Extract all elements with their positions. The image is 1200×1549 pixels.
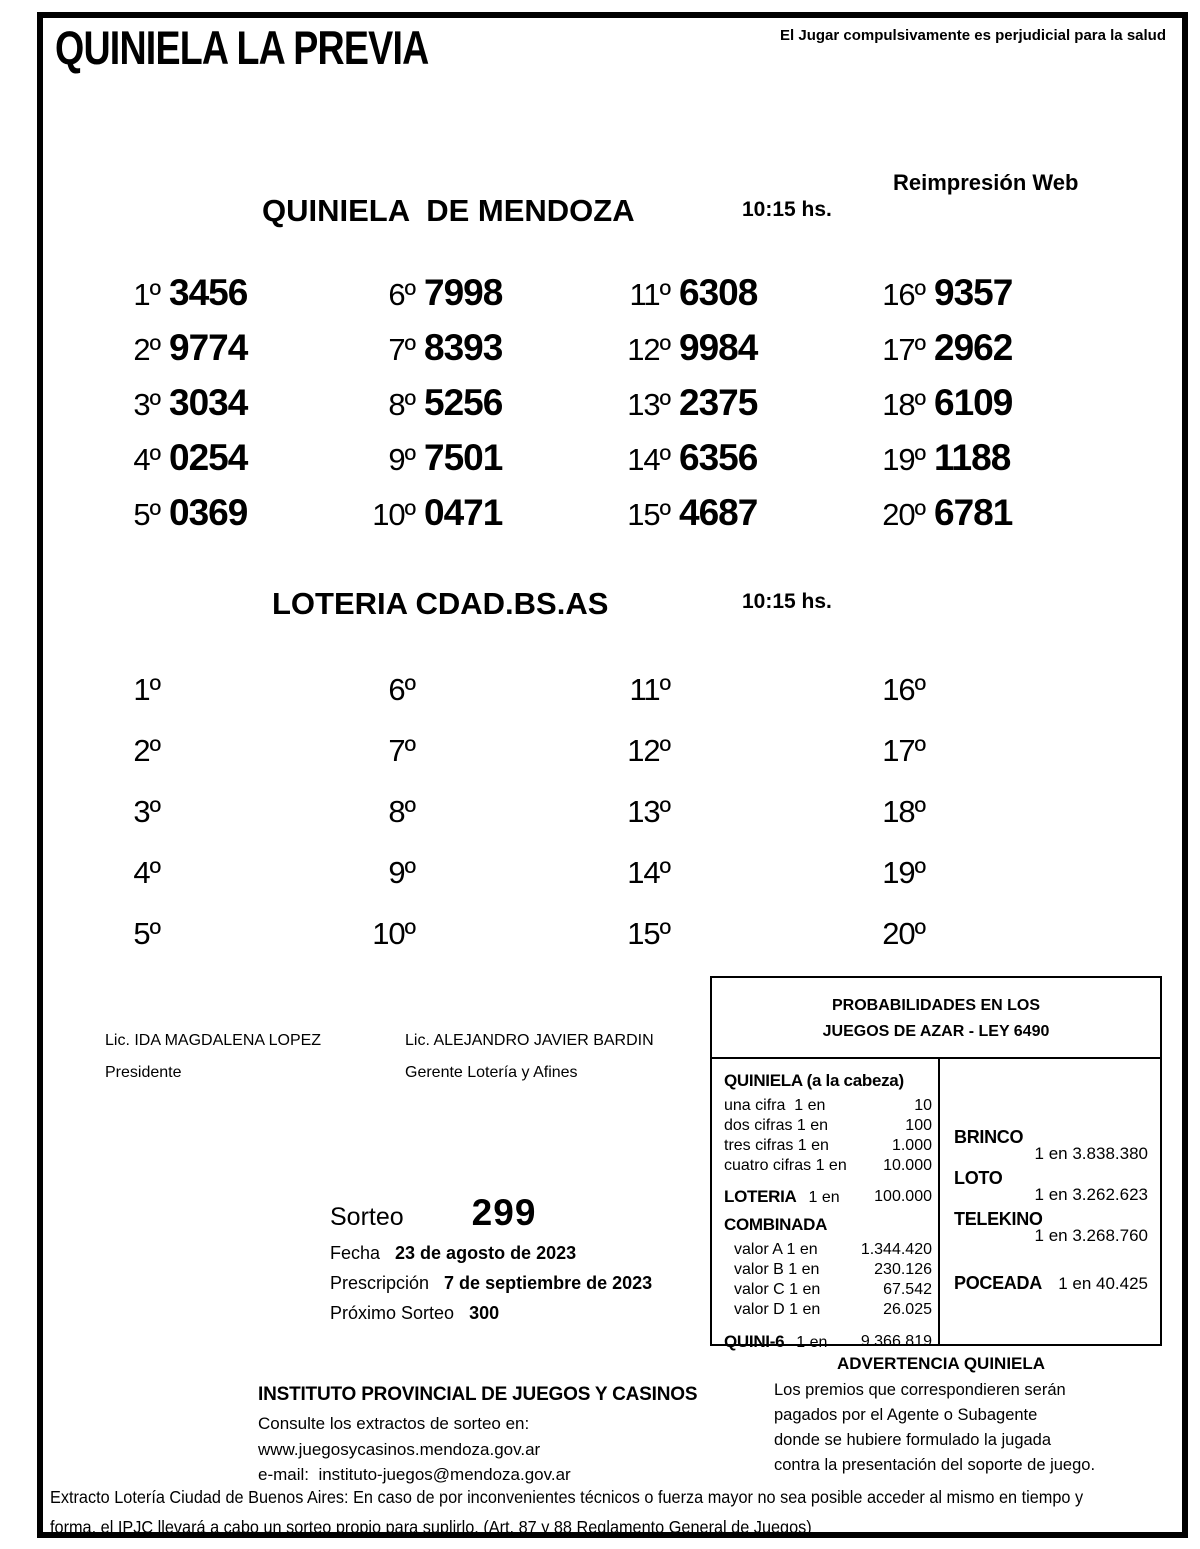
bsas-results-grid bbox=[98, 672, 1118, 977]
game-odds-row bbox=[954, 1168, 1148, 1206]
draw-number-row bbox=[330, 1192, 652, 1234]
winning-number: 1188 bbox=[934, 437, 1011, 478]
position-ordinal: 15º bbox=[627, 916, 670, 951]
result-cell bbox=[608, 327, 863, 382]
combinada-odds-rows bbox=[724, 1240, 932, 1320]
institute-contact-line: www.juegosycasinos.mendoza.gov.ar bbox=[258, 1439, 541, 1459]
winning-number: 2962 bbox=[934, 327, 1013, 368]
draw-detail-label: Próximo Sorteo bbox=[330, 1303, 455, 1323]
footnote-line: Extracto Lotería Ciudad de Buenos Aires: En caso de por inconvenientes técnicos o fuerza mayor no sea posible acceder al mismo en tiempo y bbox=[50, 1487, 1084, 1507]
position-ordinal: 4º bbox=[133, 855, 160, 890]
loteria-odds-label-group bbox=[724, 1187, 840, 1208]
draw-detail-row bbox=[330, 1303, 652, 1324]
position-ordinal: 7º bbox=[388, 332, 415, 367]
position-ordinal: 11º bbox=[629, 672, 670, 707]
result-cell-empty bbox=[863, 672, 1118, 733]
quiniela-odds-row-value: 10.000 bbox=[883, 1157, 932, 1174]
position-ordinal: 1º bbox=[133, 672, 160, 707]
position-ordinal: 18º bbox=[882, 387, 925, 422]
game-name: TELEKINO bbox=[954, 1209, 1043, 1229]
result-cell bbox=[98, 492, 353, 547]
combinada-odds-header: COMBINADA bbox=[724, 1215, 828, 1234]
winning-number: 9984 bbox=[679, 327, 758, 368]
result-cell-empty bbox=[608, 794, 863, 855]
position-ordinal: 16º bbox=[882, 277, 925, 312]
quiniela-odds-row-value: 100 bbox=[905, 1117, 932, 1134]
institute-contact-line: e-mail: instituto-juegos@mendoza.gov.ar bbox=[258, 1465, 571, 1484]
quiniela-warning-block bbox=[712, 1354, 1170, 1478]
probabilities-body bbox=[712, 1059, 1160, 1351]
loteria-odds-row bbox=[724, 1187, 932, 1208]
result-cell-empty bbox=[353, 916, 608, 977]
result-cell bbox=[353, 272, 608, 327]
draw-detail-label: Fecha bbox=[330, 1243, 381, 1263]
draw-detail-label: Prescripción bbox=[330, 1273, 430, 1293]
quini6-odds-name: QUINI-6 bbox=[724, 1332, 785, 1351]
quini6-odds-value: 9.366.819 bbox=[860, 1333, 932, 1350]
position-ordinal: 19º bbox=[882, 855, 925, 890]
health-warning: El Jugar compulsivamente es perjudicial para la salud bbox=[780, 27, 1166, 44]
position-ordinal: 10º bbox=[372, 916, 415, 951]
probabilities-title bbox=[712, 978, 1160, 1059]
position-ordinal: 4º bbox=[133, 442, 160, 477]
winning-number: 0471 bbox=[424, 492, 503, 533]
bsas-section-heading: LOTERIA CDAD.BS.AS bbox=[272, 586, 609, 621]
winning-number: 0254 bbox=[169, 437, 248, 478]
position-ordinal: 16º bbox=[882, 672, 925, 707]
position-ordinal: 12º bbox=[627, 332, 670, 367]
institute-title: INSTITUTO PROVINCIAL DE JUEGOS Y CASINOS bbox=[258, 1384, 698, 1405]
combinada-odds-row-value: 67.542 bbox=[883, 1281, 932, 1298]
winning-number: 7998 bbox=[424, 272, 503, 313]
result-cell-empty bbox=[863, 855, 1118, 916]
game-odds-row bbox=[954, 1127, 1148, 1165]
signature-president bbox=[105, 1032, 321, 1082]
combinada-odds-row-label: valor C 1 en bbox=[734, 1281, 821, 1298]
result-cell bbox=[353, 437, 608, 492]
quiniela-odds-row bbox=[724, 1156, 932, 1176]
quiniela-warning-text bbox=[712, 1378, 1170, 1478]
signer-name: Lic. ALEJANDRO JAVIER BARDIN bbox=[405, 1032, 654, 1049]
mendoza-section-heading: QUINIELA DE MENDOZA bbox=[262, 193, 635, 228]
combinada-odds-row-value: 1.344.420 bbox=[860, 1241, 932, 1258]
signature-manager bbox=[405, 1032, 654, 1082]
institute-contact-line: Consulte los extractos de sorteo en: bbox=[258, 1414, 530, 1433]
result-cell bbox=[863, 437, 1118, 492]
position-ordinal: 9º bbox=[388, 855, 415, 890]
footnote-line: forma, el IPJC llevará a cabo un sorteo propio para suplirlo. (Art. 87 y 88 Reglamento General de Juegos) bbox=[50, 1517, 812, 1537]
result-cell bbox=[353, 327, 608, 382]
winning-number: 9774 bbox=[169, 327, 248, 368]
result-cell bbox=[863, 327, 1118, 382]
loteria-odds-name: LOTERIA bbox=[724, 1187, 797, 1206]
mendoza-results-grid bbox=[98, 272, 1118, 547]
position-ordinal: 5º bbox=[133, 916, 160, 951]
winning-number: 6356 bbox=[679, 437, 758, 478]
position-ordinal: 17º bbox=[882, 332, 925, 367]
combinada-odds-row-label: valor A 1 en bbox=[734, 1241, 818, 1258]
quiniela-odds-row-label: cuatro cifras 1 en bbox=[724, 1157, 847, 1174]
winning-number: 2375 bbox=[679, 382, 758, 423]
institute-block bbox=[258, 1384, 697, 1488]
result-cell bbox=[98, 272, 353, 327]
combinada-odds-row bbox=[724, 1260, 932, 1280]
bsas-draw-time: 10:15 hs. bbox=[742, 590, 832, 613]
signer-role: Gerente Lotería y Afines bbox=[405, 1064, 578, 1081]
game-odds-value: 1 en 3.262.623 bbox=[1034, 1185, 1148, 1204]
quiniela-odds-row bbox=[724, 1136, 932, 1156]
game-odds-value: 1 en 3.838.380 bbox=[1034, 1144, 1148, 1163]
position-ordinal: 2º bbox=[133, 733, 160, 768]
position-ordinal: 1º bbox=[133, 277, 160, 312]
result-cell bbox=[863, 382, 1118, 437]
result-cell-empty bbox=[98, 855, 353, 916]
quiniela-odds-row bbox=[724, 1096, 932, 1116]
position-ordinal: 15º bbox=[627, 497, 670, 532]
result-cell bbox=[608, 437, 863, 492]
result-cell-empty bbox=[98, 916, 353, 977]
position-ordinal: 18º bbox=[882, 794, 925, 829]
combinada-odds-row bbox=[724, 1300, 932, 1320]
game-name: POCEADA bbox=[954, 1273, 1042, 1293]
result-cell-empty bbox=[98, 672, 353, 733]
position-ordinal: 13º bbox=[627, 387, 670, 422]
position-ordinal: 17º bbox=[882, 733, 925, 768]
combinada-odds-row-value: 26.025 bbox=[883, 1301, 932, 1318]
position-ordinal: 2º bbox=[133, 332, 160, 367]
winning-number: 3034 bbox=[169, 382, 248, 423]
position-ordinal: 5º bbox=[133, 497, 160, 532]
position-ordinal: 9º bbox=[388, 442, 415, 477]
winning-number: 9357 bbox=[934, 272, 1013, 313]
quiniela-odds-header: QUINIELA (a la cabeza) bbox=[724, 1071, 904, 1090]
draw-detail-row bbox=[330, 1243, 652, 1264]
winning-number: 6109 bbox=[934, 382, 1013, 423]
draw-detail-rows bbox=[330, 1243, 652, 1324]
game-odds-row bbox=[954, 1273, 1148, 1295]
result-cell bbox=[863, 272, 1118, 327]
quiniela-warning-line: Los premios que correspondieren serán bbox=[774, 1381, 1066, 1399]
position-ordinal: 7º bbox=[388, 733, 415, 768]
position-ordinal: 11º bbox=[629, 277, 670, 312]
quiniela-warning-line: donde se hubiere formulado la jugada bbox=[774, 1431, 1052, 1449]
result-cell bbox=[863, 492, 1118, 547]
result-cell-empty bbox=[98, 733, 353, 794]
result-cell bbox=[608, 382, 863, 437]
quiniela-odds-row-label: tres cifras 1 en bbox=[724, 1137, 829, 1154]
combinada-odds-row bbox=[724, 1240, 932, 1260]
quiniela-odds-row-value: 10 bbox=[914, 1097, 932, 1114]
position-ordinal: 3º bbox=[133, 794, 160, 829]
game-odds-row bbox=[954, 1209, 1148, 1247]
winning-number: 6781 bbox=[934, 492, 1013, 533]
bsas-extract-footnote bbox=[50, 1482, 1175, 1542]
result-cell-empty bbox=[353, 794, 608, 855]
game-odds-value: 1 en 40.425 bbox=[1058, 1274, 1148, 1293]
result-cell bbox=[353, 492, 608, 547]
probabilities-box bbox=[710, 976, 1162, 1351]
result-cell-empty bbox=[353, 672, 608, 733]
position-ordinal: 3º bbox=[133, 387, 160, 422]
draw-detail-value: 23 de agosto de 2023 bbox=[395, 1243, 577, 1263]
result-cell-empty bbox=[608, 855, 863, 916]
result-cell bbox=[608, 492, 863, 547]
quini6-odds-mid: 1 en bbox=[796, 1334, 828, 1351]
draw-number-value: 299 bbox=[471, 1192, 537, 1233]
draw-number-label: Sorteo bbox=[330, 1203, 404, 1231]
quiniela-odds-rows bbox=[724, 1096, 932, 1176]
draw-detail-value: 300 bbox=[469, 1303, 500, 1323]
combinada-odds-row-value: 230.126 bbox=[874, 1261, 932, 1278]
quiniela-odds-row-label: dos cifras 1 en bbox=[724, 1117, 829, 1134]
quiniela-warning-title: ADVERTENCIA QUINIELA bbox=[836, 1354, 1046, 1373]
position-ordinal: 20º bbox=[882, 916, 925, 951]
result-cell-empty bbox=[98, 794, 353, 855]
winning-number: 0369 bbox=[169, 492, 248, 533]
position-ordinal: 6º bbox=[388, 277, 415, 312]
result-cell-empty bbox=[353, 733, 608, 794]
game-odds-value: 1 en 3.268.760 bbox=[1034, 1226, 1148, 1245]
loteria-odds-value: 100.000 bbox=[874, 1188, 932, 1205]
position-ordinal: 14º bbox=[627, 855, 670, 890]
draw-info-block bbox=[330, 1192, 652, 1324]
winning-number: 8393 bbox=[424, 327, 503, 368]
game-name: LOTO bbox=[954, 1168, 1003, 1188]
result-cell-empty bbox=[608, 672, 863, 733]
web-reprint-label: Reimpresión Web bbox=[893, 170, 1079, 195]
game-name: BRINCO bbox=[954, 1127, 1024, 1147]
position-ordinal: 8º bbox=[388, 387, 415, 422]
position-ordinal: 19º bbox=[882, 442, 925, 477]
position-ordinal: 20º bbox=[882, 497, 925, 532]
result-cell-empty bbox=[863, 794, 1118, 855]
draw-detail-row bbox=[330, 1273, 652, 1294]
draw-detail-value: 7 de septiembre de 2023 bbox=[444, 1273, 653, 1293]
probabilities-right-column bbox=[940, 1059, 1160, 1344]
position-ordinal: 10º bbox=[372, 497, 415, 532]
result-cell bbox=[353, 382, 608, 437]
quiniela-odds-row-label: una cifra 1 en bbox=[724, 1097, 826, 1114]
winning-number: 7501 bbox=[424, 437, 503, 478]
quiniela-odds-row-value: 1.000 bbox=[891, 1137, 932, 1154]
winning-number: 6308 bbox=[679, 272, 758, 313]
result-cell bbox=[98, 327, 353, 382]
quiniela-warning-line: contra la presentación del soporte de juego. bbox=[774, 1456, 1096, 1474]
result-cell-empty bbox=[353, 855, 608, 916]
result-cell bbox=[98, 382, 353, 437]
result-cell-empty bbox=[863, 916, 1118, 977]
combinada-odds-row-label: valor D 1 en bbox=[734, 1301, 821, 1318]
result-cell-empty bbox=[863, 733, 1118, 794]
mendoza-draw-time: 10:15 hs. bbox=[742, 198, 832, 221]
position-ordinal: 14º bbox=[627, 442, 670, 477]
institute-contact-lines bbox=[258, 1411, 697, 1488]
probabilities-title-line1: PROBABILIDADES EN LOS bbox=[831, 997, 1040, 1014]
combinada-odds-row bbox=[724, 1280, 932, 1300]
position-ordinal: 8º bbox=[388, 794, 415, 829]
position-ordinal: 6º bbox=[388, 672, 415, 707]
result-cell bbox=[608, 272, 863, 327]
result-cell-empty bbox=[608, 733, 863, 794]
page-title: QUINIELA LA PREVIA bbox=[55, 21, 429, 74]
position-ordinal: 13º bbox=[627, 794, 670, 829]
combinada-odds-row-label: valor B 1 en bbox=[734, 1261, 820, 1278]
signer-role: Presidente bbox=[105, 1064, 182, 1081]
probabilities-left-column bbox=[712, 1059, 940, 1351]
winning-number: 4687 bbox=[679, 492, 758, 533]
position-ordinal: 12º bbox=[627, 733, 670, 768]
winning-number: 3456 bbox=[169, 272, 248, 313]
result-cell-empty bbox=[608, 916, 863, 977]
result-cell bbox=[98, 437, 353, 492]
quiniela-odds-row bbox=[724, 1116, 932, 1136]
winning-number: 5256 bbox=[424, 382, 503, 423]
quini6-odds-row bbox=[724, 1332, 932, 1353]
loteria-odds-mid: 1 en bbox=[808, 1189, 840, 1206]
quini6-odds-label-group bbox=[724, 1332, 827, 1353]
signer-name: Lic. IDA MAGDALENA LOPEZ bbox=[105, 1032, 322, 1049]
probabilities-title-line2: JUEGOS DE AZAR - LEY 6490 bbox=[822, 1023, 1050, 1040]
quiniela-warning-line: pagados por el Agente o Subagente bbox=[774, 1406, 1038, 1424]
